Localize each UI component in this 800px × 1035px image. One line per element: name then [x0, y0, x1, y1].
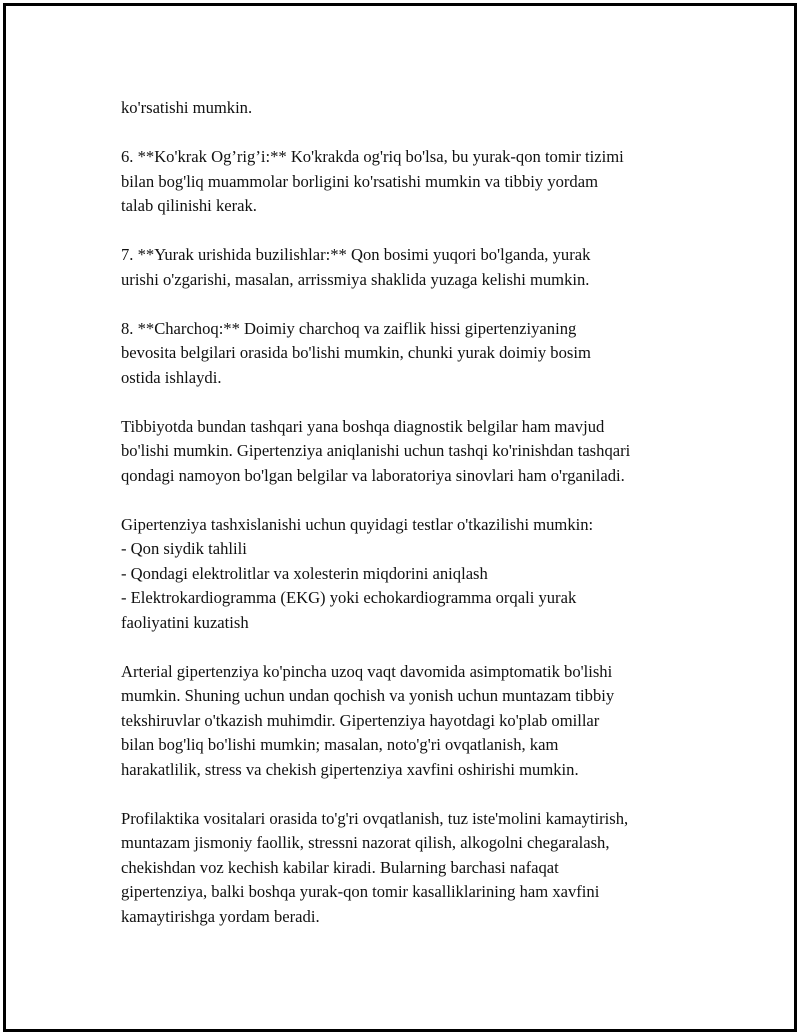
text-line: 6. **Ko'krak Og’rig’i:** Ko'krakda og'riq bo'lsa, bu yurak-qon tomir tizimi	[121, 147, 624, 166]
text-line: urishi o'zgarishi, masalan, arrissmiya shaklida yuzaga kelishi mumkin.	[121, 269, 590, 289]
text-line: Profilaktika vositalari orasida to'g'ri ovqatlanish, tuz iste'molini kamaytirish,	[121, 808, 629, 828]
document-body	[121, 96, 701, 954]
text-line: 7. **Yurak urishida buzilishlar:** Qon bosimi yuqori bo'lganda, yurak	[121, 245, 591, 264]
text-line: bo'lishi mumkin. Gipertenziya aniqlanishi uchun tashqi ko'rinishdan tashqari	[121, 441, 631, 460]
list-item: - Qon siydik tahlili	[121, 539, 247, 558]
text-line: qondagi namoyon bo'lgan belgilar va laboratoriya sinovlari ham o'rganiladi.	[121, 465, 625, 485]
text-line: muntazam jismoniy faollik, stressni nazorat qilish, alkogolni chegaralash,	[121, 833, 610, 852]
paragraph-1	[121, 96, 701, 121]
paragraph-7	[121, 660, 701, 783]
text-line: Tibbiyotda bundan tashqari yana boshqa diagnostik belgilar ham mavjud	[121, 416, 605, 436]
text-line: Arterial gipertenziya ko'pincha uzoq vaqt davomida asimptomatik bo'lishi	[121, 661, 613, 681]
paragraph-8	[121, 807, 701, 930]
text-line: bevosita belgilari orasida bo'lishi mumkin, chunki yurak doimiy bosim	[121, 343, 591, 362]
text-line: tekshiruvlar o'tkazish muhimdir. Gipertenziya hayotdagi ko'plab omillar	[121, 710, 600, 730]
text-line: talab qilinishi kerak.	[121, 196, 257, 215]
text-line: mumkin. Shuning uchun undan qochish va yonish uchun muntazam tibbiy	[121, 686, 615, 705]
text-line: Gipertenziya tashxislanishi uchun quyidagi testlar o'tkazilishi mumkin:	[121, 514, 594, 534]
text-line: ostida ishlaydi.	[121, 367, 222, 387]
text-line: 8. **Charchoq:** Doimiy charchoq va zaiflik hissi gipertenziyaning	[121, 318, 577, 338]
text-line: chekishdan voz kechish kabilar kiradi. Bularning barchasi nafaqat	[121, 857, 559, 877]
list-item: - Elektrokardiogramma (EKG) yoki echokardiogramma orqali yurak	[121, 588, 577, 607]
text-line: harakatlilik, stress va chekish gipertenziya xavfini oshirishi mumkin.	[121, 759, 579, 779]
text-line: gipertenziya, balki boshqa yurak-qon tomir kasalliklarining ham xavfini	[121, 882, 600, 901]
paragraph-6	[121, 513, 701, 636]
paragraph-4	[121, 317, 701, 391]
paragraph-5	[121, 415, 701, 489]
list-item: - Qondagi elektrolitlar va xolesterin miqdorini aniqlash	[121, 563, 488, 583]
paragraph-3	[121, 243, 701, 292]
page-frame	[3, 3, 797, 1032]
text-line: faoliyatini kuzatish	[121, 612, 249, 632]
text-line: kamaytirishga yordam beradi.	[121, 906, 320, 926]
text-line: bilan bog'liq bo'lishi mumkin; masalan, noto'g'ri ovqatlanish, kam	[121, 735, 559, 754]
text-line: bilan bog'liq muammolar borligini ko'rsatishi mumkin va tibbiy yordam	[121, 171, 599, 191]
text-line: ko'rsatishi mumkin.	[121, 98, 253, 117]
paragraph-2	[121, 145, 701, 219]
